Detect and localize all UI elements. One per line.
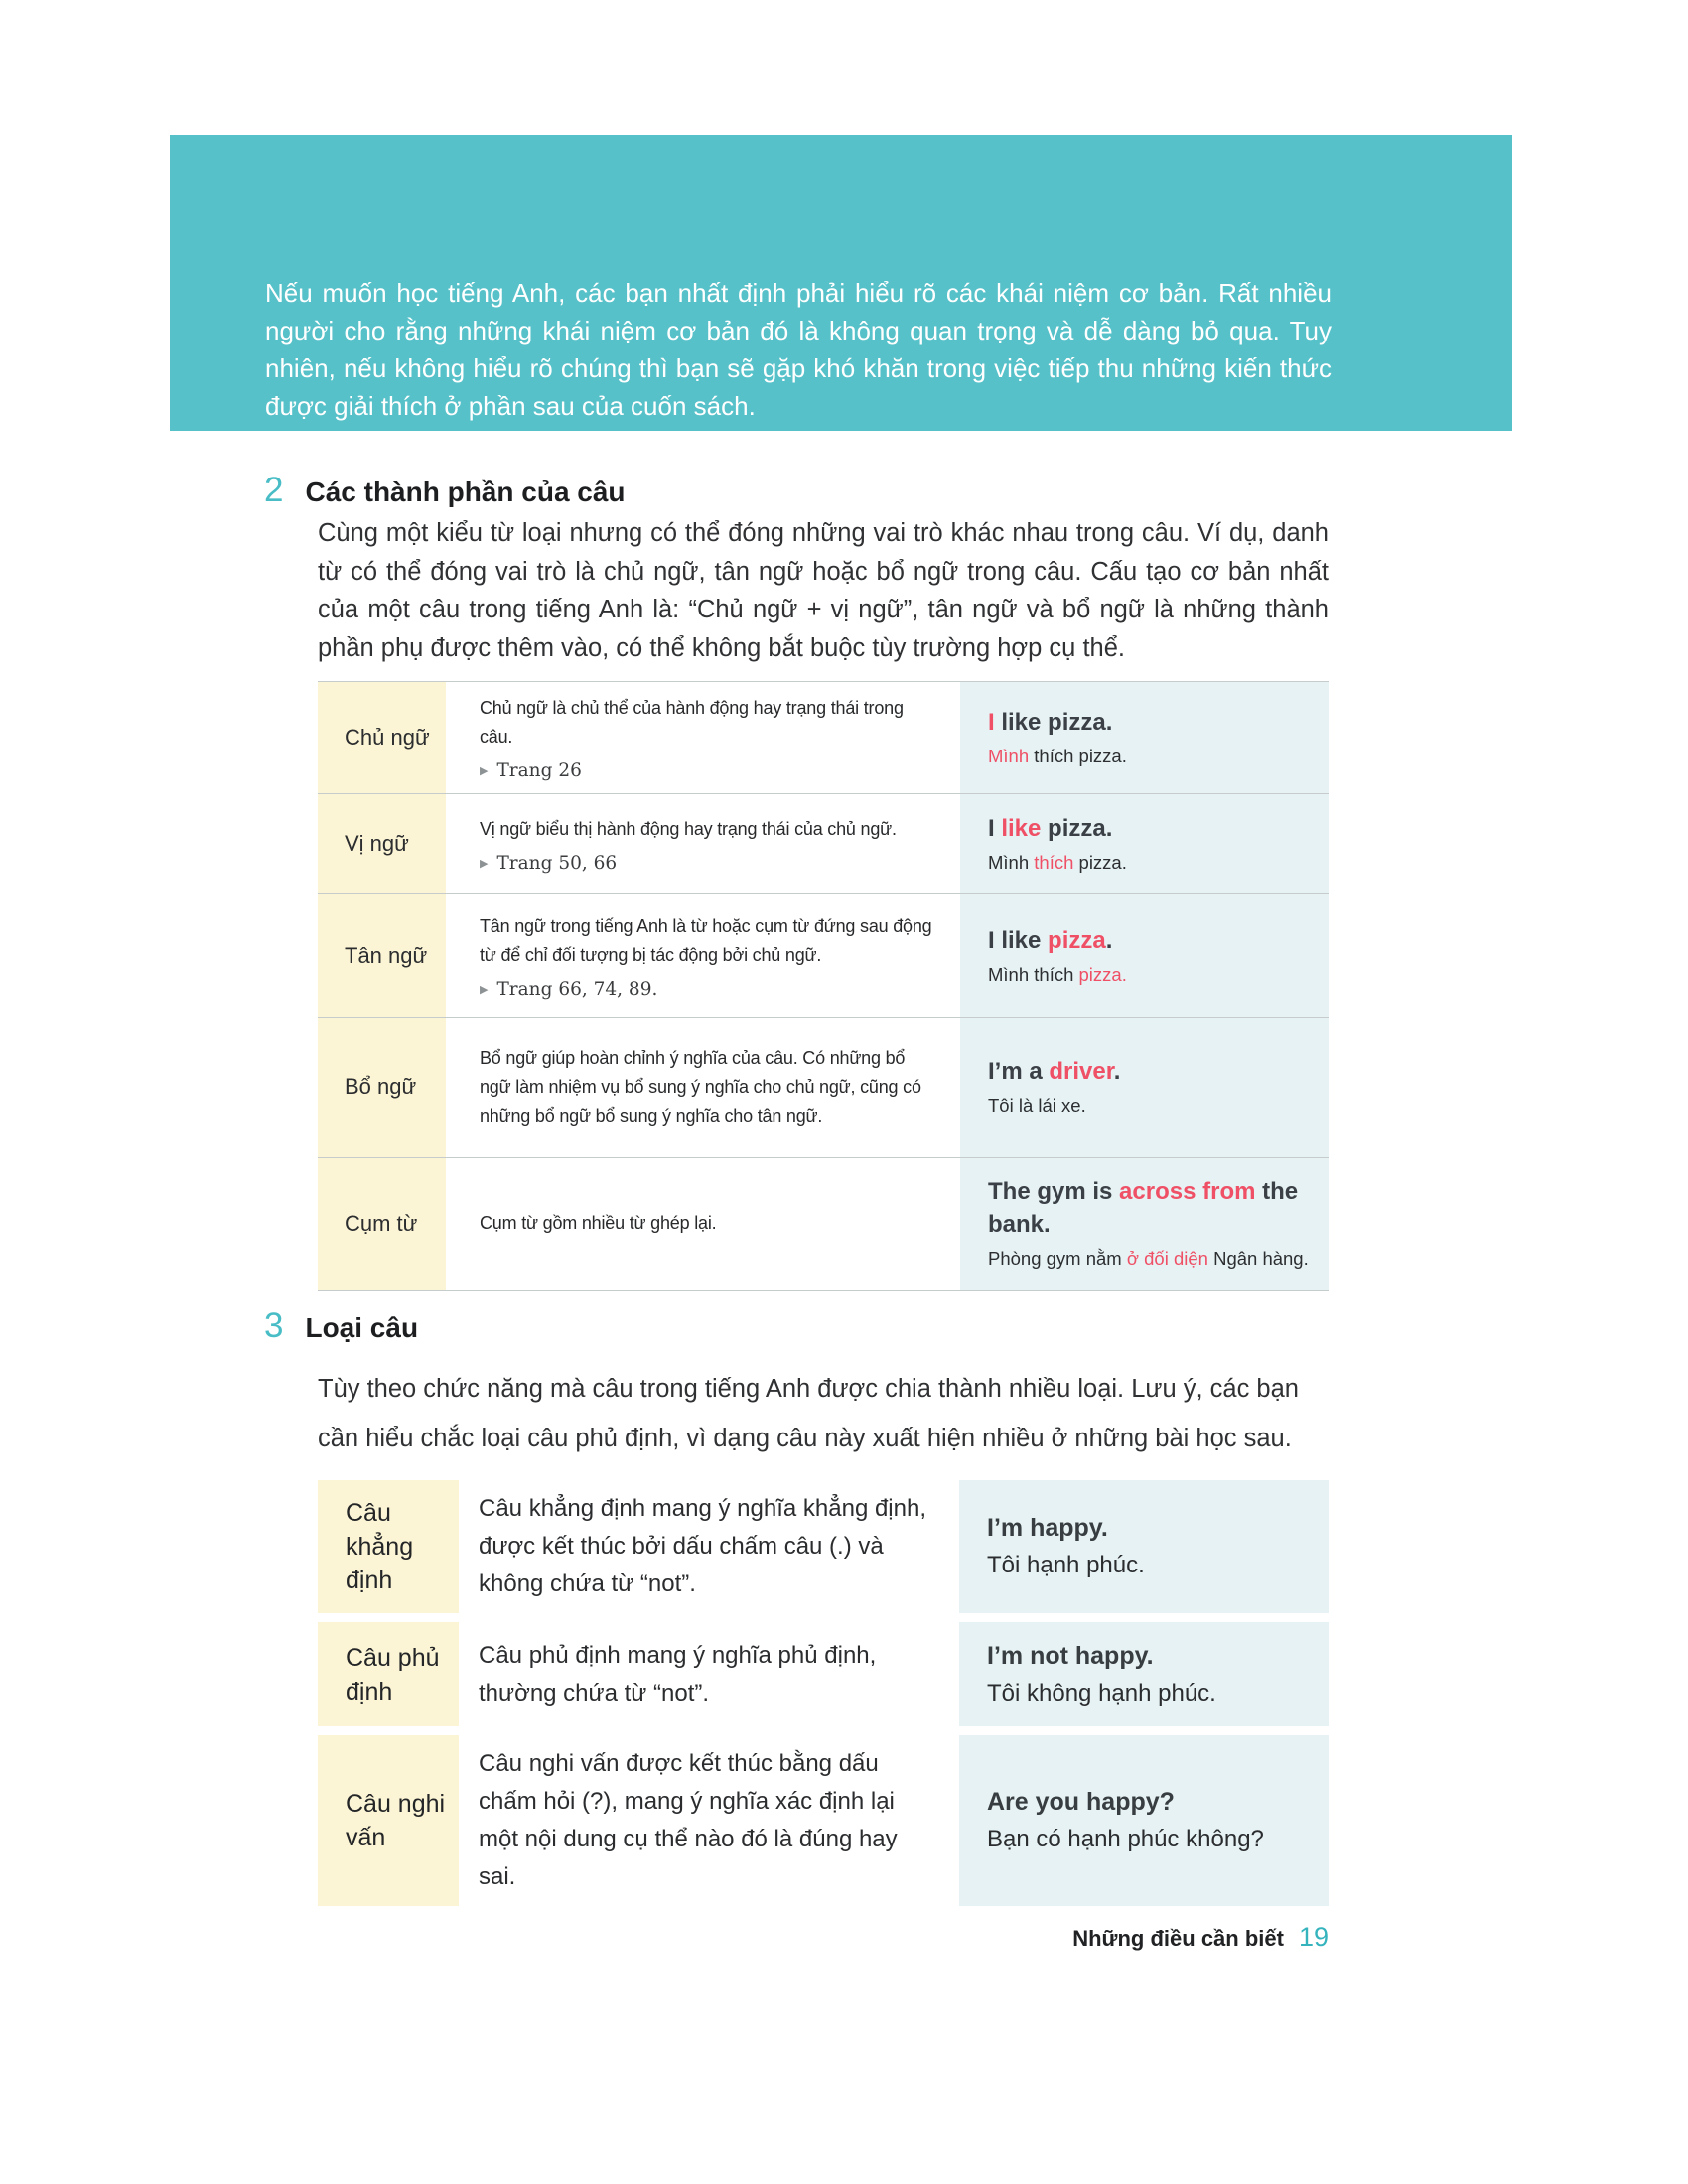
page-reference (480, 760, 939, 781)
example-vietnamese: Tôi không hạnh phúc. (987, 1679, 1216, 1706)
table-row (318, 1622, 1329, 1726)
example-cell (960, 682, 1329, 793)
sentence-text: Ngân hàng. (1207, 1248, 1309, 1269)
sentence-text: Mình (988, 852, 1035, 873)
component-description: Bổ ngữ giúp hoàn chỉnh ý nghĩa của câu. Có những bổ ngữ làm nhiệm vụ bổ sung ý nghĩa cho chủ ngữ, cũng có những bổ ngữ bổ sung ý nghĩa cho tân ngữ. (480, 1047, 921, 1126)
section-2-title: Các thành phần của câu (305, 477, 626, 507)
example-cell (959, 1622, 1329, 1726)
page-reference (480, 853, 939, 874)
table-row (318, 894, 1329, 1018)
page-reference-text: Trang 50, 66 (496, 852, 618, 874)
highlighted-word: across from (1119, 1178, 1256, 1205)
sentence-text: . (1105, 926, 1113, 954)
example-cell (960, 894, 1329, 1017)
example-cell (959, 1480, 1329, 1613)
section-2-heading (264, 471, 626, 510)
table-row (318, 1480, 1329, 1613)
sentence-type-label-cell: Câu phủ định (318, 1622, 459, 1726)
sentence-type-description-cell (459, 1622, 959, 1726)
example-english (988, 1175, 1311, 1241)
section-3-number: 3 (264, 1306, 284, 1345)
example-vietnamese (988, 744, 1311, 769)
page-reference-text: Trang 26 (496, 760, 582, 781)
page-reference (480, 979, 939, 1000)
triangle-marker-icon: ▶ (480, 982, 489, 996)
sentence-type-description: Câu phủ định mang ý nghĩa phủ định, thường chứa từ “not”. (479, 1641, 877, 1706)
example-english (988, 924, 1311, 957)
section-3-body: Tùy theo chức năng mà câu trong tiếng Anh được chia thành nhiều loại. Lưu ý, các bạn cần hiểu chắc loại câu phủ định, vì dạng câu này xuất hiện nhiều ở những bài học sau. (318, 1375, 1299, 1452)
example-cell (960, 1018, 1329, 1157)
highlighted-word: I (988, 709, 995, 736)
highlighted-word: thích (1034, 852, 1074, 873)
sentence-text: Phòng gym nằm (988, 1248, 1127, 1269)
section-3-title: Loại câu (305, 1312, 419, 1343)
sentence-text: Mình thích (988, 963, 1079, 985)
component-description: Cụm từ gồm nhiều từ ghép lại. (480, 1213, 717, 1233)
sentence-components-table (318, 681, 1329, 1291)
example-cell (960, 794, 1329, 893)
intro-text: Nếu muốn học tiếng Anh, các bạn nhất định phải hiểu rõ các khái niệm cơ bản. Rất nhiều người cho rằng những khái niệm cơ bản đó là không quan trọng và dễ dàng bỏ qua. Tuy nhiên, nếu không hiểu rõ chúng thì bạn sẽ gặp khó khăn trong việc tiếp thu những kiến thức được giải thích ở phần sau của cuốn sách. (265, 278, 1332, 421)
sentence-text: pizza. (1041, 815, 1113, 842)
highlighted-word: driver (1049, 1058, 1114, 1085)
component-label-cell: Vị ngữ (318, 794, 446, 893)
example-english: I’m happy. (987, 1514, 1108, 1542)
sentence-text: the bank. (988, 1178, 1299, 1238)
table-row (318, 1158, 1329, 1291)
sentence-text: I’m a (988, 1058, 1050, 1085)
sentence-type-label-cell: Câu nghi vấn (318, 1735, 459, 1906)
component-description-cell (446, 1158, 960, 1290)
section-3-heading (264, 1306, 418, 1346)
highlighted-word: like (1001, 815, 1042, 842)
component-label-cell: Tân ngữ (318, 894, 446, 1017)
component-label-cell: Cụm từ (318, 1158, 446, 1290)
page-reference-text: Trang 66, 74, 89. (496, 978, 658, 1000)
component-description-cell (446, 682, 960, 793)
example-english (988, 812, 1311, 845)
component-description: Chủ ngữ là chủ thể của hành động hay trạng thái trong câu. (480, 698, 904, 747)
sentence-text: . (1113, 1058, 1121, 1085)
triangle-marker-icon: ▶ (480, 856, 489, 870)
sentence-type-description-cell (459, 1735, 959, 1906)
sentence-text: I like (988, 926, 1049, 954)
triangle-marker-icon: ▶ (480, 764, 489, 777)
component-description: Tân ngữ trong tiếng Anh là từ hoặc cụm từ đứng sau động từ để chỉ đối tượng bị tác động bởi chủ ngữ. (480, 915, 932, 965)
example-vietnamese (988, 850, 1311, 876)
sentence-type-label-cell: Câu khẳng định (318, 1480, 459, 1613)
sentence-text: like pizza. (994, 709, 1113, 736)
footer-page-number: 19 (1298, 1922, 1329, 1952)
table-row (318, 1735, 1329, 1906)
example-cell (960, 1158, 1329, 1290)
example-vietnamese: Bạn có hạnh phúc không? (987, 1826, 1264, 1852)
footer-chapter-label: Những điều cần biết (1072, 1926, 1284, 1951)
example-vietnamese (988, 1093, 1311, 1119)
component-label-cell: Bổ ngữ (318, 1018, 446, 1157)
table-row (318, 794, 1329, 894)
table-row (318, 682, 1329, 794)
component-description: Vị ngữ biểu thị hành động hay trạng thái của chủ ngữ. (480, 818, 897, 839)
example-english: Are you happy? (987, 1788, 1175, 1816)
sentence-text: I (988, 815, 1002, 842)
sentence-text: pizza. (1073, 852, 1127, 873)
example-vietnamese (988, 1246, 1311, 1272)
section-2-number: 2 (264, 471, 284, 509)
sentence-text: The gym is (988, 1178, 1120, 1205)
example-vietnamese: Tôi hạnh phúc. (987, 1552, 1145, 1578)
sentence-type-description: Câu khẳng định mang ý nghĩa khẳng định, được kết thúc bởi dấu chấm câu (.) và không chứa từ “not”. (479, 1495, 926, 1597)
section-2-body: Cùng một kiểu từ loại nhưng có thể đóng những vai trò khác nhau trong câu. Ví dụ, danh từ có thể đóng vai trò là chủ ngữ, tân ngữ hoặc bổ ngữ trong câu. Cấu tạo cơ bản nhất của một câu trong tiếng Anh là: “Chủ ngữ + vị ngữ”, tân ngữ và bổ ngữ là những thành phần phụ được thêm vào, có thể không bắt buộc tùy trường hợp cụ thể. (318, 519, 1329, 662)
table-row (318, 1018, 1329, 1158)
component-label-cell: Chủ ngữ (318, 682, 446, 793)
component-description-cell (446, 894, 960, 1017)
highlighted-word: pizza. (1078, 963, 1127, 985)
highlighted-word: ở đối diện (1126, 1248, 1208, 1269)
sentence-text: Tôi là lái xe. (988, 1095, 1086, 1116)
example-vietnamese (988, 962, 1311, 988)
sentence-types-table (318, 1480, 1329, 1915)
sentence-type-description: Câu nghi vấn được kết thúc bằng dấu chấm hỏi (?), mang ý nghĩa xác định lại một nội dung cụ thể nào đó là đúng hay sai. (479, 1750, 898, 1890)
example-cell (959, 1735, 1329, 1906)
sentence-type-description-cell (459, 1480, 959, 1613)
example-english (988, 706, 1311, 739)
highlighted-word: Mình (988, 746, 1030, 766)
highlighted-word: pizza (1048, 926, 1106, 954)
sentence-text: thích pizza. (1029, 746, 1127, 766)
component-description-cell (446, 794, 960, 893)
example-english (988, 1055, 1311, 1088)
component-description-cell (446, 1018, 960, 1157)
example-english: I’m not happy. (987, 1641, 1154, 1670)
intro-banner (170, 135, 1512, 431)
page-footer (318, 1922, 1329, 1953)
